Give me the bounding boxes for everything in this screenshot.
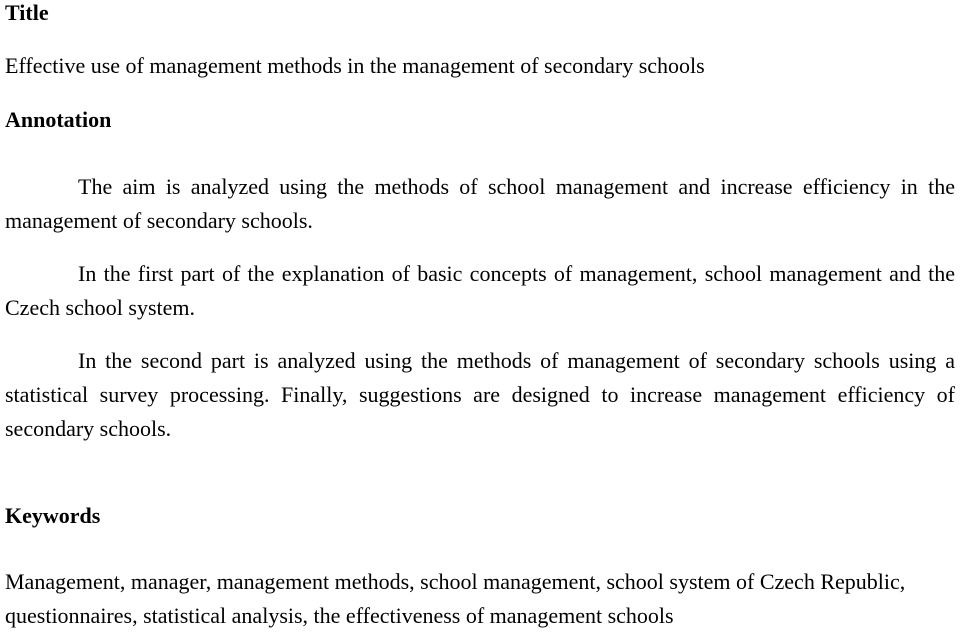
keywords-heading: Keywords [5,503,101,528]
keywords-list: Management, manager, management methods, school management, school system of Czech Republic, questionnaires, statistical analysis, the effectiveness of management schools [5,569,906,628]
annotation-heading: Annotation [5,107,112,132]
annotation-paragraph-1: The aim is analyzed using the methods of school management and increase efficiency in the management of secondary schools. [5,174,955,233]
annotation-paragraph-2: In the first part of the explanation of basic concepts of management, school management and the Czech school system. [5,261,955,320]
title-heading: Title [5,0,49,25]
annotation-paragraph-3: In the second part is analyzed using the methods of management of secondary schools using a statistical survey processing. Finally, suggestions are designed to increase management efficiency of secondary schools. [5,348,955,441]
document-title: Effective use of management methods in the management of secondary schools [5,53,705,78]
